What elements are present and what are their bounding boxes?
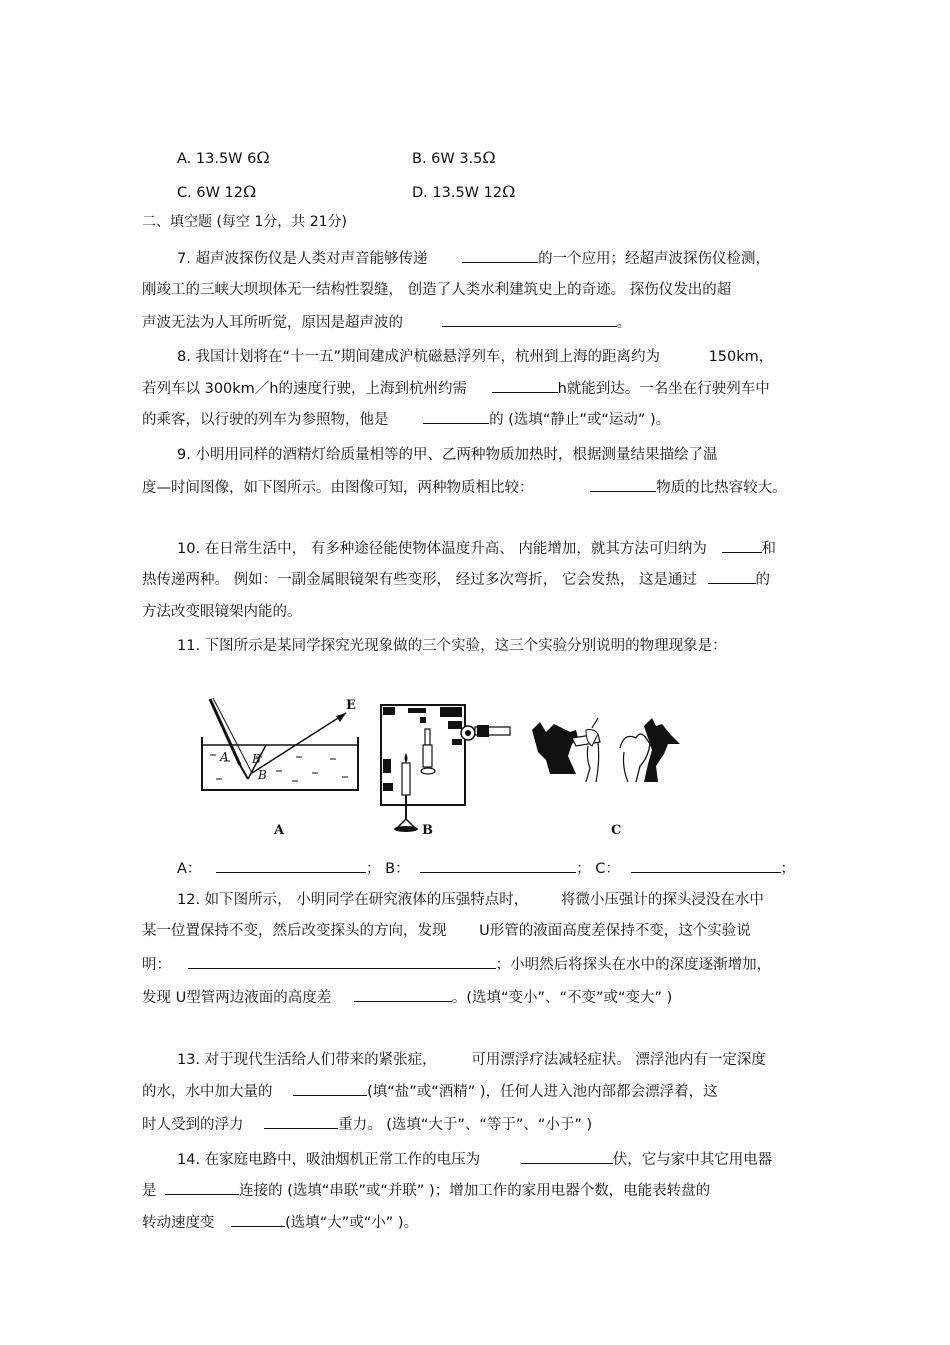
q14-text: 转动速度变 xyxy=(142,1215,215,1231)
fig-a-letter: E xyxy=(346,698,356,713)
option-d xyxy=(412,182,515,203)
option-d-text: 13.5W 12 xyxy=(432,185,503,201)
q13-line1 xyxy=(177,1050,766,1070)
figure-b-diagram xyxy=(380,703,515,838)
q8-text: 150km， xyxy=(708,349,774,365)
answer-blank[interactable] xyxy=(722,538,762,553)
answer-blank[interactable] xyxy=(590,477,656,492)
answer-blank[interactable] xyxy=(165,1180,239,1195)
q7-text: 7. 超声波探伤仪是人类对声音能够传递 xyxy=(177,251,428,267)
answer-label-b: ； B： xyxy=(366,861,410,877)
q10-text: 热传递两种。 例如：一副金属眼镜架有些变形， 经过多次弯折， 它会发热， 这是通过 xyxy=(142,572,697,588)
option-a-text: 13.5W 6 xyxy=(195,151,257,167)
q13-line3 xyxy=(142,1114,592,1135)
figure-c-diagram xyxy=(528,712,683,787)
q8-text: 8. 我国计划将在“十一五”期间建成沪杭磁悬浮列车，杭州到上海的距离约为 xyxy=(177,349,660,365)
q9-line1: 9. 小明用同样的酒精灯给质量相等的甲、乙两种物质加热时，根据测量结果描绘了温 xyxy=(177,447,718,463)
q10-line1 xyxy=(177,538,776,559)
q14-text: 14. 在家庭电路中，吸油烟机正常工作的电压为 xyxy=(177,1152,481,1168)
q13-text: 重力。 (选填“大于”、“等于”、“小于” ) xyxy=(338,1117,593,1133)
q8-line2 xyxy=(142,378,770,399)
answer-end: ； xyxy=(780,861,796,877)
q12-text: 将微小压强计的探头浸没在水中 xyxy=(560,892,764,908)
q7-line2: 刚竣工的三峡大坝坝体无一结构性裂缝， 创造了人类水利建筑史上的奇迹。 探伤仪发出的超 xyxy=(142,282,732,298)
ohm-symbol: Ω xyxy=(242,182,257,201)
q12-line4 xyxy=(142,987,672,1008)
q12-text: 发现 U型管两边液面的高度差 xyxy=(142,990,332,1006)
option-b-letter: B. xyxy=(412,151,427,167)
q10-line3: 方法改变眼镜架内能的。 xyxy=(142,604,302,620)
fig-a-letter: A xyxy=(220,750,229,764)
q14-line1 xyxy=(177,1149,772,1170)
q7-text: 。 xyxy=(616,315,632,331)
q9-text: 度—时间图像，如下图所示。由图像可知，两种物质相比较： xyxy=(142,480,534,496)
q7-text: 的一个应用；经超声波探伤仪检测， xyxy=(538,251,771,267)
q14-text: 连接的 (选填“串联”或“并联” )；增加工作的家用电器个数，电能表转盘的 xyxy=(239,1183,711,1199)
answer-blank[interactable] xyxy=(492,378,558,393)
answer-blank[interactable] xyxy=(231,1212,285,1227)
option-c-text: 6W 12 xyxy=(196,185,243,201)
option-c xyxy=(177,182,256,203)
ohm-symbol: Ω xyxy=(256,148,270,167)
option-c-letter: C. xyxy=(177,185,192,201)
q13-text: 时人受到的浮力 xyxy=(142,1117,244,1133)
q14-line3 xyxy=(142,1212,418,1233)
q12-text: 12. 如下图所示， 小明同学在研究液体的压强特点时， xyxy=(177,892,529,908)
option-a xyxy=(177,148,270,169)
q12-line2 xyxy=(142,921,751,941)
q10-text: 10. 在日常生活中， 有多种途径能使物体温度升高、 内能增加，就其方法可归纳为 xyxy=(177,541,707,557)
answer-blank[interactable] xyxy=(293,1081,367,1096)
answer-blank[interactable] xyxy=(420,858,576,873)
figure-label-c: C xyxy=(611,823,622,838)
q13-text: 13. 对于现代生活给人们带来的紧张症， xyxy=(177,1052,437,1068)
q13-text: (填“盐”或“酒精” )，任何人进入池内部都会漂浮着，这 xyxy=(367,1084,718,1100)
answer-blank[interactable] xyxy=(631,858,781,873)
q14-text: (选填“大”或“小” )。 xyxy=(285,1215,419,1231)
option-a-letter: A. xyxy=(177,151,192,167)
q8-text: h就能到达。一名坐在行驶列车中 xyxy=(557,381,770,397)
answer-blank[interactable] xyxy=(462,248,538,263)
option-b-text: 6W 3.5 xyxy=(431,151,483,167)
ohm-symbol: Ω xyxy=(502,182,516,201)
q8-text: 的乘客，以行驶的列车为参照物，他是 xyxy=(142,412,389,428)
ohm-symbol: Ω xyxy=(482,148,496,167)
answer-label-c: ； C： xyxy=(576,861,620,877)
figure-label-a: A xyxy=(274,823,285,838)
q12-text: ；小明然后将探头在水中的深度逐渐增加， xyxy=(495,957,772,973)
answer-blank[interactable] xyxy=(354,987,452,1002)
option-d-letter: D. xyxy=(412,185,428,201)
q12-line1 xyxy=(177,890,764,910)
q12-text: 。(选填“变小”、“不变”或“变大” ) xyxy=(451,990,673,1006)
q12-text: U形管的液面高度差保持不变，这个实验说 xyxy=(479,923,751,939)
q11-answers xyxy=(177,858,795,879)
q8-text: 的 (选填“静止”或“运动” )。 xyxy=(489,412,671,428)
q11-line1: 11. 下图所示是某同学探究光现象做的三个实验，这三个实验分别说明的物理现象是： xyxy=(177,638,727,654)
answer-blank[interactable] xyxy=(521,1149,613,1164)
q10-text: 和 xyxy=(761,541,776,557)
q8-text: 若列车以 300km／h的速度行驶，上海到杭州约需 xyxy=(142,381,467,397)
answer-blank[interactable] xyxy=(708,569,756,584)
q13-line2 xyxy=(142,1081,718,1102)
q7-line3 xyxy=(142,312,631,333)
section-title: 二、填空题 (每空 1分，共 21分) xyxy=(142,214,347,230)
option-b xyxy=(412,148,496,169)
q10-text: 的 xyxy=(755,572,771,588)
fig-a-letter: B xyxy=(252,752,261,766)
answer-blank[interactable] xyxy=(188,954,496,969)
q12-line3 xyxy=(142,954,771,975)
figure-a-diagram xyxy=(196,695,368,810)
answer-blank[interactable] xyxy=(423,409,489,424)
figure-label-b: B xyxy=(422,823,433,838)
answer-blank[interactable] xyxy=(442,312,617,327)
q14-text: 是 xyxy=(142,1183,157,1199)
answer-blank[interactable] xyxy=(264,1114,338,1129)
q13-text: 可用漂浮疗法减轻症状。 漂浮池内有一定深度 xyxy=(471,1052,766,1068)
q9-line2 xyxy=(142,477,787,498)
q14-line2 xyxy=(142,1180,710,1201)
q13-text: 的水，水中加大量的 xyxy=(142,1084,273,1100)
q10-line2 xyxy=(142,569,770,590)
q8-line3 xyxy=(142,409,670,430)
answer-label-a: A： xyxy=(177,861,202,877)
q12-text: 明： xyxy=(142,957,171,973)
answer-blank[interactable] xyxy=(216,858,366,873)
q12-text: 某一位置保持不变，然后改变探头的方向，发现 xyxy=(142,923,447,939)
q8-line1 xyxy=(177,347,773,367)
q9-text: 物质的比热容较大。 xyxy=(656,480,787,496)
q14-text: 伏，它与家中其它用电器 xyxy=(612,1152,773,1168)
q7-text: 声波无法为人耳所听觉，原因是超声波的 xyxy=(142,315,403,331)
fig-a-letter: B xyxy=(258,768,267,782)
q7-line1 xyxy=(177,248,770,269)
